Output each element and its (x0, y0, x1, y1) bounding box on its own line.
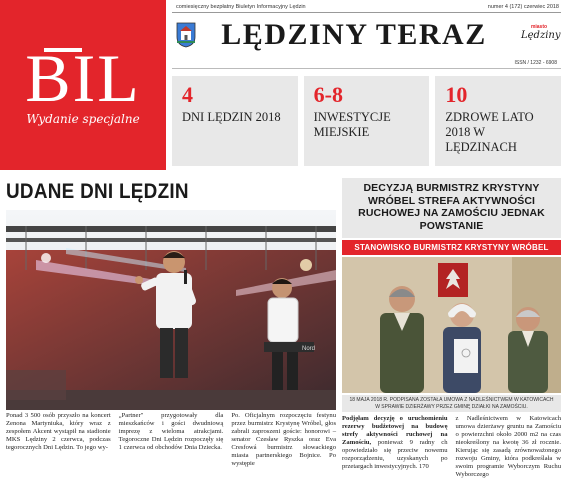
article-column (455, 415, 562, 478)
teaser-item[interactable] (172, 76, 298, 166)
concert-photo-image (6, 210, 336, 410)
left-article-title: UDANE DNI LĘDZIN (6, 180, 189, 203)
city-logo-small: miasto (530, 24, 548, 30)
teaser-item[interactable] (435, 76, 561, 166)
body-text: ponieważ 9 radny ch opowiedziało się przeciw nowemu rozporządzeniu, uzyskanych po przetargach inwestycyjnych. 170 (342, 439, 448, 470)
teaser-text: INWESTYCJE MIEJSKIE (313, 110, 391, 139)
teaser-page: 6-8 (313, 82, 343, 107)
bulletin-description: comiesięczny bezpłatny Biuletyn Informacyjny Lędzin (176, 4, 306, 10)
signing-photo-image (342, 257, 561, 393)
right-article (342, 178, 561, 478)
photo-caption: 18 MAJA 2018 R. PODPISANA ZOSTAŁA UMOWA Z NADLEŚNICTWEM W KATOWICACH W SPRAWIE DZIERŻAWY PRZEZ GMINĘ DZIAŁKI NA ZAMOŚCIU. (342, 395, 561, 412)
article-column: Po. Oficjalnym rozpoczęciu festynu przez burmistrz Krystynę Wróbel, głos zabrali zaproszeni goście: honorowi – senator Czesław Ryszka oraz Eva Cresfowá burmistrz słowackiego miasta partnerskiego Bojnice. Po występie (231, 412, 337, 467)
city-logo-name: Lędziny (521, 30, 561, 41)
coat-of-arms-icon (176, 22, 196, 48)
keyboard-brand: Nord (302, 346, 316, 352)
teaser-page: 10 (445, 82, 468, 107)
bil-logo-block (0, 0, 166, 170)
left-article-body (6, 412, 337, 467)
issue-number: numer 4 (172) czerwiec 2018 (487, 4, 559, 10)
right-article-banner: STANOWISKO BURMISTRZ KRYSTYNY WRÓBEL (342, 240, 561, 255)
article-column: „Partner" przygotowały dla mieszkańców i gości dwudniową imprezę z wieloma atrakcjami. Tegoroczne Dni Lędzin rozpoczęły się 1 czerwca od obchodów Dnia Dziecka. (118, 412, 224, 451)
header-rule (172, 12, 561, 13)
body-text: z Nadleśnictwem w Katowicach umowa dzierżawy gruntu na Zamościu o powierzchni około 2000 m2 na czas nieokreślony na kwotę 36 zł rocznie. Kierując się zasadą zrównoważonego rozwoju Gminy, która podkreślała w swoim programie Wyborczym Ruchu Wyborczego (455, 415, 561, 478)
teaser-item[interactable] (304, 76, 430, 166)
article-column (342, 415, 448, 475)
right-article-title: DECYZJĄ BURMISTRZ KRYSTYNY WRÓBEL STREFA AKTYWNOŚCI RUCHOWEJ NA ZAMOŚCIU JEDNAK POWSTANIE (342, 178, 561, 238)
article-column: Ponad 3 500 osób przyszło na koncert Zenona Martyniuka, który wraz z zespołem Akcent wystąpił na stadionie MKS Lędziny 2 czerwca, podczas tegorocznych Dni Lędzin. To jego wy- (6, 412, 111, 451)
issn: ISSN / 1232 - 6908 (514, 60, 557, 66)
concert-photo (6, 210, 336, 410)
edition-label: Wydanie specjalne (26, 112, 140, 126)
bil-title: BIL (25, 40, 141, 116)
signing-photo (342, 257, 561, 393)
teaser-page: 4 (182, 82, 193, 107)
right-article-body (342, 415, 561, 478)
header-rule-lower (172, 68, 561, 69)
newspaper-title: LĘDZINY TERAZ (221, 18, 487, 51)
teaser-text: ZDROWE LATO 2018 W LĘDZINACH (445, 110, 534, 154)
teaser-row (172, 76, 561, 166)
lead-text: Podjęłam decyzję o uruchomieniu rezerwy budżetowej na budowę strefy aktywności ruchowej na Zamościu, (342, 415, 448, 446)
city-logo (521, 24, 561, 41)
teaser-text: DNI LĘDZIN 2018 (182, 110, 281, 124)
